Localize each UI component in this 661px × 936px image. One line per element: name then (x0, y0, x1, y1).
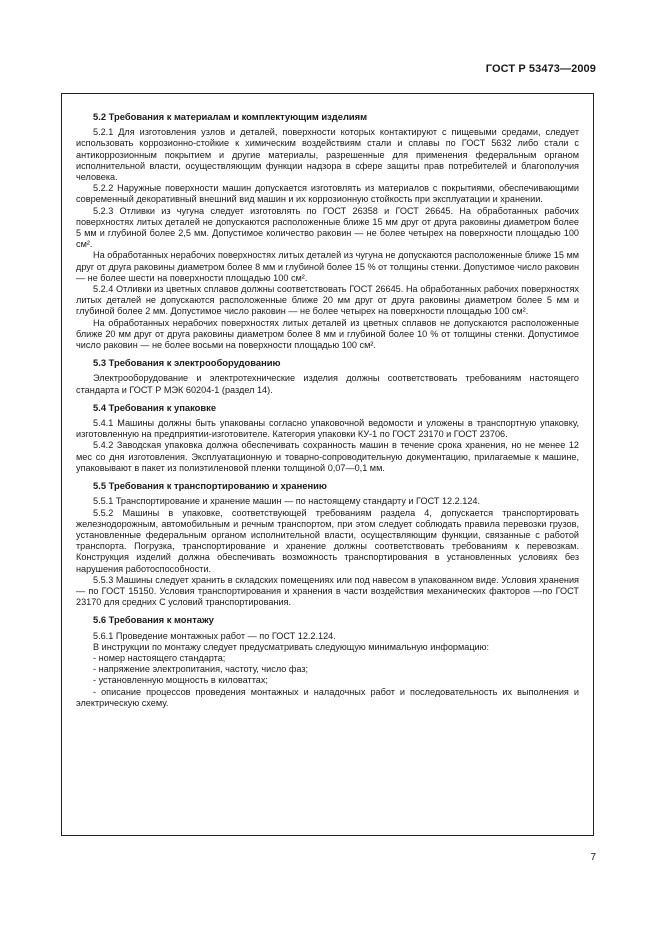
document-header: ГОСТ Р 53473—2009 (485, 63, 596, 75)
paragraph: 5.2.3 Отливки из чугуна следует изготовлять по ГОСТ 26358 и ГОСТ 26645. На обработанных рабочих поверхностях литых деталей не допускаются расположенные ближе 15 мм друг от друга раковины диаметром более 5 мм и глубиной более 2,5 мм. Допустимое количество раковин — не более четырех на поверхности площадью 100 см². (76, 205, 579, 250)
paragraph: 5.2.1 Для изготовления узлов и деталей, поверхности которых контактируют с пищевыми средами, следует использовать коррозионно-стойкие к химическим воздействиям стали и сплавы по ГОСТ 5632 либо стали с антикоррозионным покрытием и другие материалы, разрешенные для применения федеральным органом исполнительной власти, осуществляющим функции надзора в сфере защиты прав потребителей и благополучия человека. (76, 127, 579, 183)
list-item: - установленную мощность в киловаттах; (93, 675, 268, 686)
paragraph: 5.2.4 Отливки из цветных сплавов должны соответствовать ГОСТ 26645. На обработанных рабочих поверхностях литых деталей не допускаются расположенные ближе 20 мм друг от друга раковины диаметром более 5 мм и глубиной более 2 мм. Допустимое число раковин — не более четырех на поверхности площадью 100 см². (76, 284, 579, 317)
list-item: - номер настоящего стандарта; (93, 652, 226, 663)
page-number: 7 (590, 852, 596, 863)
list-item: - описание процессов проведения монтажных и наладочных работ и последовательность их выполнения и электрическую схему. (76, 686, 579, 708)
list-item: - напряжение электропитания, частоту, число фаз; (93, 664, 309, 675)
section-title-5-3: 5.3 Требования к электрооборудованию (93, 357, 281, 369)
document-body (76, 111, 579, 709)
section-title-5-5: 5.5 Требования к транспортированию и хранению (93, 480, 327, 492)
section-title-5-4: 5.4 Требования к упаковке (93, 401, 217, 413)
requirements-list (76, 653, 579, 709)
paragraph: На обработанных нерабочих поверхностях литых деталей из цветных сплавов не допускаются расположенные ближе 20 мм друг от друга раковины диаметром более 8 мм и глубиной более 10 % от толщины стенки. Допустимое число раковин — не более восьми на поверхности площадью 100 см². (76, 317, 579, 351)
section-title-5-6: 5.6 Требования к монтажу (93, 614, 214, 626)
paragraph: На обработанных нерабочих поверхностях литых деталей из чугуна не допускаются расположенные ближе 15 мм друг от друга раковины диаметром более 8 мм и глубиной более 15 % от толщины стенки. Допустимое число раковин — не более шести на поверхности площадью 100 см². (76, 250, 580, 283)
paragraph: Электрооборудование и электротехнические изделия должны соответствовать требованиям настоящего стандарта и ГОСТ Р МЭК 60204-1 (раздел 14). (76, 373, 579, 395)
paragraph: 5.5.3 Машины следует хранить в складских помещениях или под навесом в упакованном виде. Условия хранения — по ГОСТ 15150. Условия транспортирования и хранения в части воздействия механических факторов —по ГОСТ 23170 для средних С условий транспортирования. (76, 574, 579, 608)
paragraph: 5.5.2 Машины в упаковке, соответствующей требованиям раздела 4, допускается транспортировать железнодорожным, автомобильным и речным транспортом, при этом следует соблюдать правила перевозки грузов, установленные федеральным органом исполнительной власти, осуществляющим функции, связанные с работой транспорта. Погрузка, транспортирование и хранение должны соответствовать требованиям к перевозкам. Конструкция изделий должна обеспечивать возможность транспортирования в установленных условиях без нарушения работоспособности. (76, 507, 579, 574)
paragraph: 5.6.1 Проведение монтажных работ — по ГОСТ 12.2.124. (93, 630, 336, 641)
section-title-5-2: 5.2 Требования к материалам и комплектующим изделиям (93, 111, 368, 122)
paragraph: 5.2.2 Наружные поверхности машин допускается изготовлять из материалов с покрытиями, обеспечивающими современный декоративный внешний вид машин и их коррозионную стойкость при эксплуатации и хранении. (76, 183, 579, 205)
paragraph: В инструкции по монтажу следует предусматривать следующую минимальную информацию: (93, 641, 490, 652)
paragraph: 5.5.1 Транспортирование и хранение машин — по настоящему стандарту и ГОСТ 12.2.124. (93, 496, 481, 507)
paragraph: 5.4.2 Заводская упаковка должна обеспечивать сохранность машин в течение срока хранения, но не менее 12 мес со дня изготовления. Эксплуатационную и товарно-сопроводительную документацию, прилагаемые к машине, упаковывают в пакет из полиэтиленовой пленки толщиной 0,07—0,1 мм. (76, 440, 579, 473)
content-frame (61, 93, 594, 836)
paragraph: 5.4.1 Машины должны быть упакованы согласно упаковочной ведомости и уложены в транспортную упаковку, изготовленную на предприятии-изготовителе. Категория упаковки КУ-1 по ГОСТ 23170 и ГОСТ 23706. (76, 418, 579, 440)
